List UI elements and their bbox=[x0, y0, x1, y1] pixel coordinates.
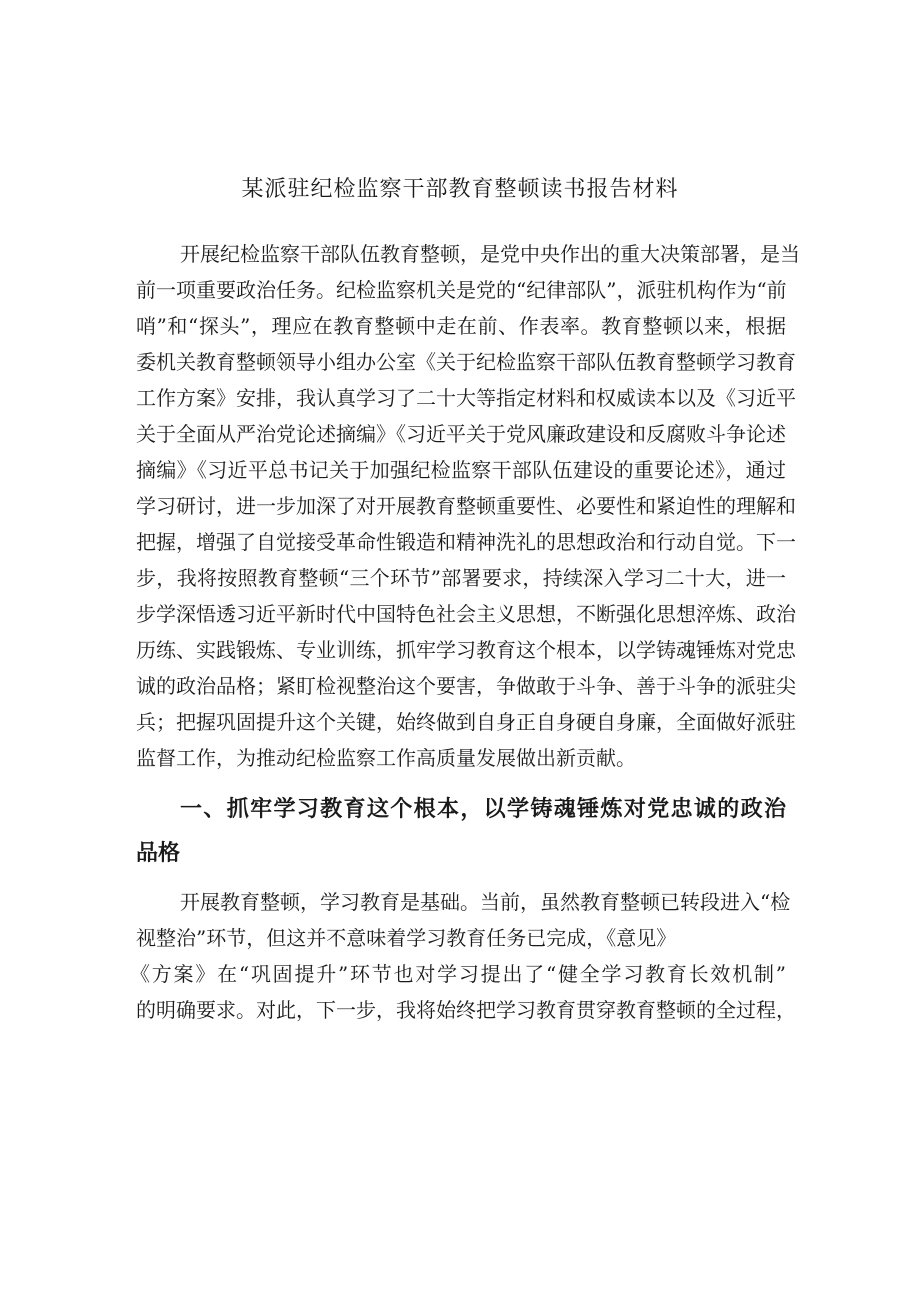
intro-line: 摘编》《习近平总书记关于加强纪检监察干部队伍建设的重要论述》，通过 bbox=[136, 458, 786, 482]
section-line: 《方案》在“巩固提升”环节也对学习提出了“健全学习教育长效机制” bbox=[130, 962, 786, 986]
section-heading: 品格 bbox=[136, 841, 181, 866]
section-line: 的明确要求。对此，下一步，我将始终把学习教育贯穿教育整顿的全过程， bbox=[136, 998, 796, 1022]
intro-line: 历练、实践锻炼、专业训练，抓牢学习教育这个根本，以学铸魂锤炼对党忠 bbox=[136, 638, 796, 662]
intro-line: 学习研讨，进一步加深了对开展教育整顿重要性、必要性和紧迫性的理解和 bbox=[136, 494, 796, 518]
intro-line: 工作方案》安排，我认真学习了二十大等指定材料和权威读本以及《习近平 bbox=[136, 386, 796, 410]
intro-line: 关于全面从严治党论述摘编》《习近平关于党风廉政建设和反腐败斗争论述 bbox=[136, 422, 786, 446]
intro-line: 哨”和“探头”，理应在教育整顿中走在前、作表率。教育整顿以来，根据 bbox=[136, 314, 786, 338]
intro-line: 步，我将按照教育整顿“三个环节”部署要求，持续深入学习二十大，进一 bbox=[136, 566, 786, 590]
section-line: 视整治”环节，但这并不意味着学习教育任务已完成，《意见》 bbox=[136, 926, 677, 950]
section-heading: 一、抓牢学习教育这个根本，以学铸魂锤炼对党忠诚的政治 bbox=[180, 797, 786, 822]
intro-line: 委机关教育整顿领导小组办公室《关于纪检监察干部队伍教育整顿学习教育 bbox=[136, 350, 796, 374]
intro-line: 步学深悟透习近平新时代中国特色社会主义思想，不断强化思想淬炼、政治 bbox=[136, 602, 796, 626]
intro-line: 监督工作，为推动纪检监察工作高质量发展做出新贡献。 bbox=[136, 746, 636, 770]
intro-line: 前一项重要政治任务。纪检监察机关是党的“纪律部队”，派驻机构作为“前 bbox=[136, 278, 787, 302]
document-title: 某派驻纪检监察干部教育整顿读书报告材料 bbox=[241, 177, 679, 202]
intro-line: 诚的政治品格；紧盯检视整治这个要害，争做敢于斗争、善于斗争的派驻尖 bbox=[136, 674, 796, 698]
section-line: 开展教育整顿，学习教育是基础。当前，虽然教育整顿已转段进入“检 bbox=[180, 890, 791, 914]
intro-line: 把握，增强了自觉接受革命性锻造和精神洗礼的思想政治和行动自觉。下一 bbox=[136, 530, 796, 554]
intro-line: 开展纪检监察干部队伍教育整顿，是党中央作出的重大决策部署，是当 bbox=[180, 242, 800, 266]
intro-line: 兵；把握巩固提升这个关键，始终做到自身正自身硬自身廉，全面做好派驻 bbox=[136, 710, 796, 734]
